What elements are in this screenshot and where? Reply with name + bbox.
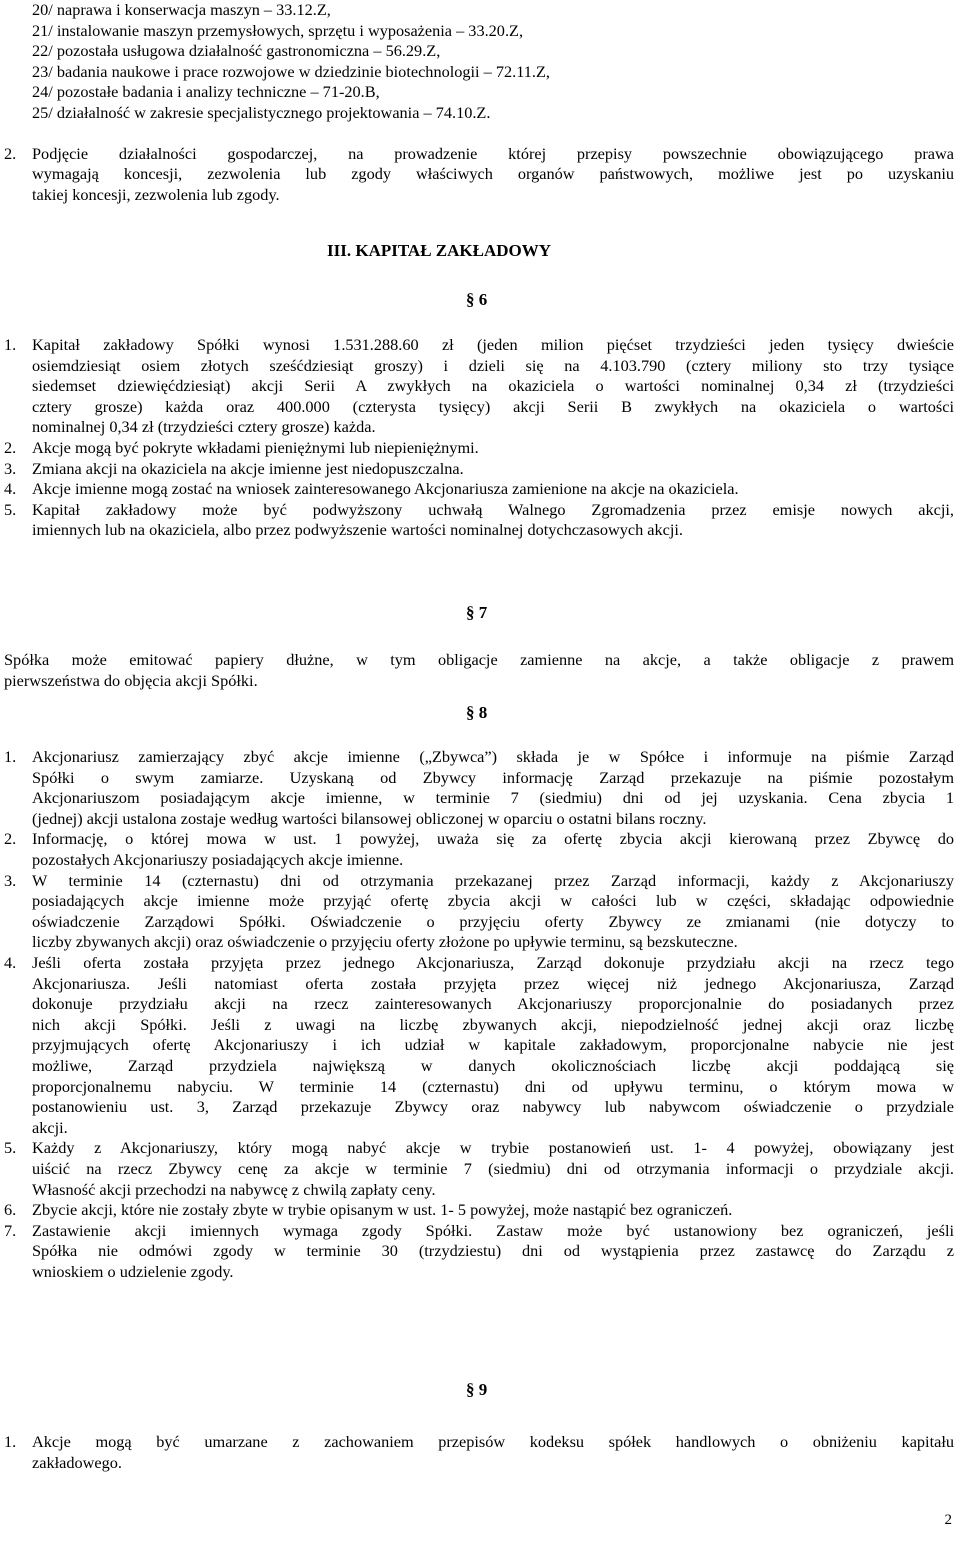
item-line: oświadczenie Zarządowi Spółki. Oświadczenie o przyjęciu oferty Zbywcy ze zmianami (nie dotyczy to: [32, 911, 954, 931]
item-line: uiścić na rzecz Zbywcy cenę za akcje w terminie 7 (siedmiu) dni od otrzymania informacji o przydziale akcji.: [32, 1159, 954, 1178]
item-line: Akcjonariuszom posiadającym akcje imienne, w terminie 7 (siedmiu) dni od jej uzyskania. Cena zbycia 1: [32, 788, 954, 808]
paragraph-line: Podjęcie działalności gospodarczej, na prowadzenie której przepisy powszechnie obowiązującego prawa: [32, 143, 954, 163]
item-line: Akcje imienne mogą zostać na wniosek zainteresowanego Akcjonariusza zamienione na akcje na okaziciela.: [32, 479, 739, 499]
item-number: 7.: [4, 1220, 17, 1240]
item-line: proporcjonalnemu nabyciu. W terminie 14 (czternastu) dni od upływu terminu, o którym mowa w: [32, 1076, 954, 1096]
pkd-item: 24/ pozostałe badania i analizy techniczne – 71-20.B,: [32, 82, 380, 102]
item-number: 3.: [4, 870, 17, 890]
item-line: zakładowego.: [32, 1452, 122, 1472]
paragraph-line: takiej koncesji, zezwolenia lub zgody.: [32, 184, 280, 204]
paragraph-number: 2.: [4, 143, 17, 163]
item-line: Spółki o swym zamiarze. Uzyskaną od Zbywcy informację Zarząd przekazuje na piśmie pozostałym: [32, 767, 954, 787]
item-line: Każdy z Akcjonariuszy, który mogą nabyć akcje w trybie postanowień ust. 1- 4 powyżej, obowiązany jest: [32, 1138, 954, 1158]
item-number: 5.: [4, 1138, 17, 1158]
item-line: liczby zbywanych akcji) oraz oświadczenie o przyjęciu oferty złożone po upływie terminu, są bezskuteczne.: [32, 932, 738, 952]
item-line: Kapitał zakładowy Spółki wynosi 1.531.288.60 zł (jeden milion pięćset trzydzieści jeden tysięcy dwieście: [32, 335, 954, 354]
section-heading: III. KAPITAŁ ZAKŁADOWY: [327, 241, 552, 260]
item-line: przyjmujących ofertę Akcjonariuszy i ich udział w kapitale zakładowym, proporcjonalne nabycie nie jest: [32, 1035, 954, 1055]
item-number: 6.: [4, 1200, 17, 1220]
item-line: posiadających akcje imienne może przyjąć ofertę zbycia akcji w całości lub w części, składając odpowiednie: [32, 891, 954, 911]
item-line: Akcje mogą być pokryte wkładami pieniężnymi lub niepieniężnymi.: [32, 438, 479, 457]
item-line: Informację, o której mowa w ust. 1 powyżej, uważa się za ofertę zbycia akcji kierowaną przez Zbywcę do: [32, 829, 954, 849]
item-number: 1.: [4, 1432, 17, 1451]
paragraph-line: Spółka może emitować papiery dłużne, w tym obligacje zamienne na akcje, a także obligacje z prawem: [4, 650, 954, 669]
item-line: W terminie 14 (czternastu) dni od otrzymania przekazanej przez Zarząd informacji, każdy z Akcjonariuszy: [32, 870, 954, 890]
item-line: możliwe, Zarząd przydziela największą w danych okolicznościach liczbę akcji poddającą się: [32, 1056, 954, 1075]
pkd-item: 21/ instalowanie maszyn przemysłowych, sprzętu i wyposażenia – 33.20.Z,: [32, 20, 524, 40]
item-line: pozostałych Akcjonariuszy posiadających akcje imienne.: [32, 850, 404, 869]
item-line: dokonuje przydziału akcji na rzecz zainteresowanych Akcjonariuszy proporcjonalnie do posiadanych przez: [32, 994, 954, 1014]
item-line: osiemdziesiąt osiem złotych sześćdziesiąt groszy) i dzieli się na 4.103.790 (cztery miliony sto trzy tysiące: [32, 355, 954, 375]
item-line: Akcje mogą być umarzane z zachowaniem przepisów kodeksu spółek handlowych o obniżeniu kapitału: [32, 1432, 954, 1451]
item-line: siedemset dziewięćdziesiąt) akcji Serii A zwykłych na okaziciela o wartości nominalnej 0,34 zł (trzydzieści: [32, 376, 954, 396]
item-line: Jeśli oferta została przyjęta przez jednego Akcjonariusza, Zarząd dokonuje przydziału akcji na rzecz tego: [32, 953, 954, 972]
item-line: akcji.: [32, 1117, 68, 1137]
paragraph-label: § 9: [466, 1380, 488, 1399]
paragraph-line: pierwszeństwa do objęcia akcji Spółki.: [4, 670, 258, 690]
item-number: 3.: [4, 458, 17, 478]
pkd-item: 23/ badania naukowe i prace rozwojowe w dziedzinie biotechnologii – 72.11.Z,: [32, 61, 550, 81]
item-line: nominalnej 0,34 zł (trzydzieści cztery grosze) każda.: [32, 417, 376, 437]
item-number: 2.: [4, 438, 17, 457]
item-line: nich akcji Spółki. Jeśli z uwagi na liczbę zbywanych akcji, niepodzielność jednej akcji oraz liczbę: [32, 1014, 954, 1034]
item-number: 1.: [4, 335, 17, 354]
paragraph-label: § 7: [466, 603, 488, 622]
item-number: 4.: [4, 953, 17, 972]
paragraph-line: wymagają koncesji, zezwolenia lub zgody właściwych organów państwowych, możliwe jest po uzyskaniu: [32, 164, 954, 184]
item-number: 5.: [4, 499, 17, 519]
paragraph-label: § 6: [466, 290, 488, 309]
item-line: Kapitał zakładowy może być podwyższony uchwałą Walnego Zgromadzenia przez emisje nowych akcji,: [32, 499, 954, 519]
item-line: Zmiana akcji na okaziciela na akcje imienne jest niedopuszczalna.: [32, 458, 464, 478]
pkd-item: 25/ działalność w zakresie specjalistycznego projektowania – 74.10.Z.: [32, 103, 491, 122]
item-line: imiennych lub na okaziciela, albo przez podwyższenie wartości nominalnej dotychczasowych akcji.: [32, 520, 684, 540]
item-line: wnioskiem o udzielenie zgody.: [32, 1262, 234, 1281]
item-line: Akcjonariusz zamierzający zbyć akcje imienne („Zbywca”) składa je w Spółce i informuje na piśmie Zarząd: [32, 747, 954, 766]
item-line: Zbycie akcji, które nie zostały zbyte w trybie opisanym w ust. 1- 5 powyżej, może nastąpić bez ograniczeń.: [32, 1200, 733, 1220]
item-number: 1.: [4, 747, 17, 766]
item-line: (jednej) akcji ustalona zostaje według wartości bilansowej obliczonej w oparciu o ostatni bilans roczny.: [32, 808, 707, 828]
page-number: 2: [944, 1512, 952, 1528]
item-number: 4.: [4, 479, 17, 499]
item-line: Zastawienie akcji imiennych wymaga zgody Spółki. Zastaw może być ustanowiony bez ograniczeń, jeśli: [32, 1220, 954, 1240]
item-line: Spółka nie odmówi zgody w terminie 30 (trzydziestu) dni od wystąpienia przez zastawcę do Zarządu z: [32, 1241, 954, 1261]
pkd-item: 20/ naprawa i konserwacja maszyn – 33.12.Z,: [32, 0, 331, 19]
pkd-item: 22/ pozostała usługowa działalność gastronomiczna – 56.29.Z,: [32, 41, 441, 61]
item-line: postanowieniu ust. 3, Zarząd przekazuje Zbywcy oraz nabywcy lub nabywcom oświadczenie o przydziale: [32, 1097, 954, 1117]
item-number: 2.: [4, 829, 17, 849]
paragraph-label: § 8: [466, 703, 488, 722]
item-line: Własność akcji przechodzi na nabywcę z chwilą zapłaty ceny.: [32, 1179, 436, 1199]
item-line: Akcjonariusza. Jeśli natomiast oferta została przyjęta przez więcej niż jednego Akcjonariusza, Zarząd: [32, 973, 954, 993]
item-line: cztery grosze) każda oraz 400.000 (czterysta tysięcy) akcji Serii B zwykłych na okaziciela o wartości: [32, 396, 954, 416]
